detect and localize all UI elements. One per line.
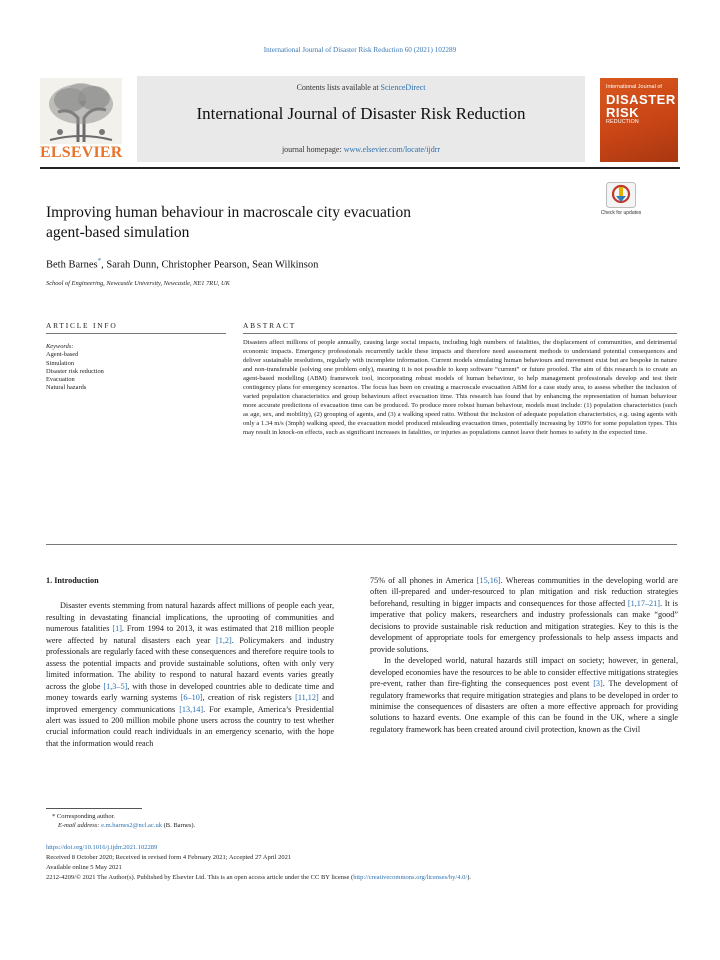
email-link[interactable]: e.m.barnes2@ncl.ac.uk [101,822,162,829]
check-for-updates-label[interactable]: Check for updates [600,210,642,216]
citation-link[interactable]: [11,12] [295,693,319,703]
cover-line-4: REDUCTION [606,118,639,125]
paragraph [370,575,678,655]
elsevier-logo-text: ELSEVIER [40,144,123,161]
contents-available-line [137,83,585,92]
citation-link[interactable]: [3] [593,679,603,689]
received-dates: Received 8 October 2020; Received in revised form 4 February 2021; Accepted 27 April 2021 [46,854,292,861]
elsevier-tree-icon [40,78,122,144]
text-run: and improved emergency communications [46,693,334,714]
text-run: . The development of regulatory frameworks that require mitigation strategies and plans to be developed in order to minimise the consequences of disasters are often a more effective approach for providing solutions to hazard events. One example of this can be found in the UK, where a single regulatory framework has been created around civil protection, known as the Civil [370,679,678,734]
article-title-line-1: Improving human behaviour in macroscale city evacuation [46,204,411,221]
license-suffix: ). [467,874,471,881]
text-run: Disaster events stemming from natural hazards affect millions of people each year, resulting in devastating financial implications, the uprooting of communities and numerous fatalities [46,601,334,634]
abstract-bottom-divider [46,544,677,545]
article-title [46,203,566,243]
text-run: , with those in developed countries able to dedicate time and money towards early warning systems [46,681,335,703]
section-title: 1. Introduction [46,576,99,585]
sciencedirect-link[interactable]: ScienceDirect [380,83,426,92]
keyword: Evacuation [46,376,75,384]
author-1: Beth Barnes [46,259,98,271]
paragraph [46,600,334,749]
publication-info [46,843,686,883]
article-info-divider [46,333,226,334]
header-divider [40,167,680,169]
check-for-updates-icon[interactable] [606,182,636,208]
keywords-label: Keywords: [46,343,74,350]
paragraph [370,655,678,735]
cover-line-1: International Journal of [606,84,662,90]
text-run: , creation of risk registers [202,693,296,703]
abstract-heading: ABSTRACT [243,321,297,330]
journal-homepage-link[interactable]: www.elsevier.com/locate/ijdrr [343,145,441,154]
body-left-column [46,575,334,749]
keyword: Natural hazards [46,384,87,392]
article-info-heading: ARTICLE INFO [46,321,118,330]
contents-prefix: Contents lists available at [296,83,381,92]
text-run: . Policymakers and industry professionals are regularly faced with these consequences and therefore require tools to assess the potential impacts and provide sustainable solutions, often with only very limited information. The ability to respond to natural hazard events varies greatly across the globe [46,635,334,691]
email-label: E-mail address: [58,822,102,829]
footnote-divider [46,808,142,809]
journal-reference[interactable]: International Journal of Disaster Risk Reduction 60 (2021) 102289 [263,46,457,54]
keyword: Simulation [46,359,75,367]
license-text: 2212-4209/© 2021 The Author(s). Published by Elsevier Ltd. This is an open access article under the CC BY license ( [46,874,354,881]
keyword: Disaster risk reduction [46,367,104,375]
text-run: . Whereas communities in the developing world are often ill-prepared and under-resourced to plan mitigation and risk reduction strategies beforehand, resulting in bigger impacts and consequences for those affected [370,576,678,608]
citation-link[interactable]: [15,16] [476,576,501,585]
affiliation: School of Engineering, Newcastle University, Newcastle, NE1 7RU, UK [46,280,230,287]
keyword: Agent-based [46,351,79,359]
author-list [46,257,606,271]
citation-link[interactable]: [1,2] [216,635,232,645]
email-suffix: (B. Barnes). [161,822,196,829]
doi-link[interactable]: https://doi.org/10.1016/j.ijdrr.2021.102289 [46,844,158,851]
keywords-block [46,343,226,393]
corresponding-author-note: * Corresponding author. [52,813,116,820]
cover-line-2: DISASTER [606,91,676,107]
text-run: . From 1994 to 2013, it was estimated that 218 million people were affected by natural disasters each year [46,624,334,645]
other-authors: , Sarah Dunn, Christopher Pearson, Sean Wilkinson [101,259,319,271]
citation-link[interactable]: [1,3–5] [103,681,128,691]
license-line [46,873,686,883]
citation-link[interactable]: [6–10] [180,693,203,703]
cover-line-3: RISK [606,104,640,120]
homepage-prefix: journal homepage: [281,145,344,154]
journal-cover-text [606,84,676,125]
abstract-text: Disasters affect millions of people annually, causing large social impacts, including high numbers of fatalities, the displacement of communities, and detrimental economic impacts. Emergency professionals recurrently tackle these impacts and therefore need assessment methods to understand potential consequences and deliver sustainable resolutions, regularly with incomplete information. Current models simulating human behaviours and movement exist but are bespoke in nature and non-transferable (solving one problem only), meaning it is not possible to keep software “current” or future proofed. The aim of this research is to create an agent-based modelling (ABM) framework tool, incorporating robust models of human behaviour, to help management professionals develop and test their contingency plans for emergency scenarios. The focus has been on creating a macroscale evacuation ABM for a case study area, to assess whether the inclusion of varied population characteristics and group behaviours affect evacuation time. This research has found that by enhancing the representation of human behaviour more accurate predictions of evacuation time can be produced. To produce more robust human behaviour, models must include: (1) population characteristics (such as age, sex, and mobility), (2) grouping of agents, and (3) a walking speed ratio. Without the inclusion of adequate population characteristics, e.g. using agents with only a 1.34 m/s (3mph) walking speed, the evacuation model produced misleading evacuation times, potentially increasing by 109% for some population types. This may result in knock-on effects, such as significant increases in fatalities, or injuries as populations cannot leave their homes to safety in the expected time. [243,339,677,436]
text-run: . It is imperative that policy makers, researchers and industry professionals can make “good” decisions to provide sustainable risk reduction and mitigation strategies. Key to this is the development of appropriate tools for emergency professionals to help assess impacts and provide solutions. [370,598,678,654]
journal-title: International Journal of Disaster Risk Reduction [196,104,526,123]
email-line [46,821,446,830]
citation-link[interactable]: [13,14] [179,704,204,714]
corresponding-author-mark[interactable]: * [97,257,102,265]
license-link[interactable]: http://creativecommons.org/licenses/by/4.0/ [353,874,468,881]
article-title-line-2: agent-based simulation [46,224,190,241]
citation-link[interactable]: [1] [112,624,122,634]
text-run: 75% of all phones in America [370,576,477,585]
footnote [46,812,446,830]
abstract-divider [243,333,677,334]
citation-link[interactable]: [1,17–21] [627,598,660,608]
body-right-column [370,575,678,735]
text-run: In the developed world, natural hazards still impact on society; however, in general, developed economies have the resources to be able to consider effective mitigations strategies pre-event, rather than fire-fighting the consequences post event [370,656,678,689]
journal-homepage-line [137,145,585,154]
available-online: Available online 5 May 2021 [46,864,122,871]
text-run: . For example, America’s Presidential alert was issued to 200 million mobile phone users across the country to test whether crucial information could reach individuals in an emergency scenario, with the hope that the information would reach [46,704,334,748]
